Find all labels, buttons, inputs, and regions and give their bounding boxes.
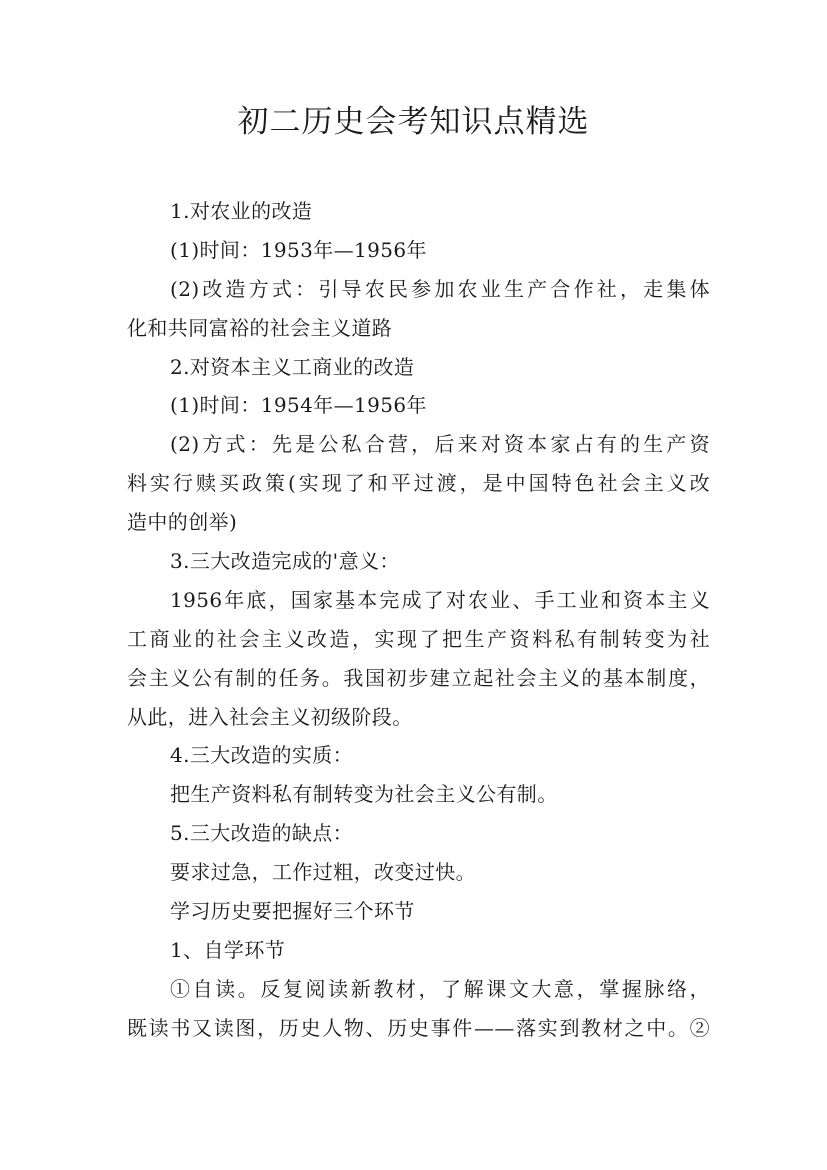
document-title: 初二历史会考知识点精选 [237, 104, 590, 140]
text-line: 会主义公有制的任务。我国初步建立起社会主义的基本制度， [127, 665, 710, 690]
text-line: (2)方式：先是公私合营，后来对资本家占有的生产资 [170, 432, 710, 457]
text-line: 从此，进入社会主义初级阶段。 [127, 704, 413, 729]
text-line: 1.对农业的改造 [170, 199, 313, 223]
text-line: 要求过急，工作过粗，改变过快。 [170, 860, 476, 885]
text-line: (2)改造方式：引导农民参加农业生产合作社，走集体 [170, 276, 710, 301]
text-line: 1956年底，国家基本完成了对农业、手工业和资本主义 [170, 587, 710, 612]
text-line: 5.三大改造的缺点： [170, 821, 354, 846]
text-line: 把生产资料私有制转变为社会主义公有制。 [170, 782, 558, 807]
text-line: 既读书又读图，历史人物、历史事件——落实到教材之中。② [127, 1015, 710, 1040]
text-line: 1、自学环节 [170, 937, 286, 962]
text-line: (1)时间：1953年—1956年 [170, 237, 427, 262]
text-line: 3.三大改造完成的'意义： [170, 549, 400, 574]
text-line: 料实行赎买政策(实现了和平过渡，是中国特色社会主义改 [127, 471, 710, 496]
text-line: 2.对资本主义工商业的改造 [170, 354, 415, 379]
text-line: (1)时间：1954年—1956年 [170, 393, 427, 418]
text-line: 4.三大改造的实质： [170, 743, 354, 768]
text-line: 学习历史要把握好三个环节 [170, 899, 415, 924]
text-line: 化和共同富裕的社会主义道路 [127, 315, 393, 340]
document-body [127, 192, 710, 1048]
text-line: ①自读。反复阅读新教材，了解课文大意，掌握脉络， [170, 976, 710, 1001]
text-line: 造中的创举) [127, 510, 238, 535]
text-line: 工商业的社会主义改造，实现了把生产资料私有制转变为社 [127, 626, 710, 651]
